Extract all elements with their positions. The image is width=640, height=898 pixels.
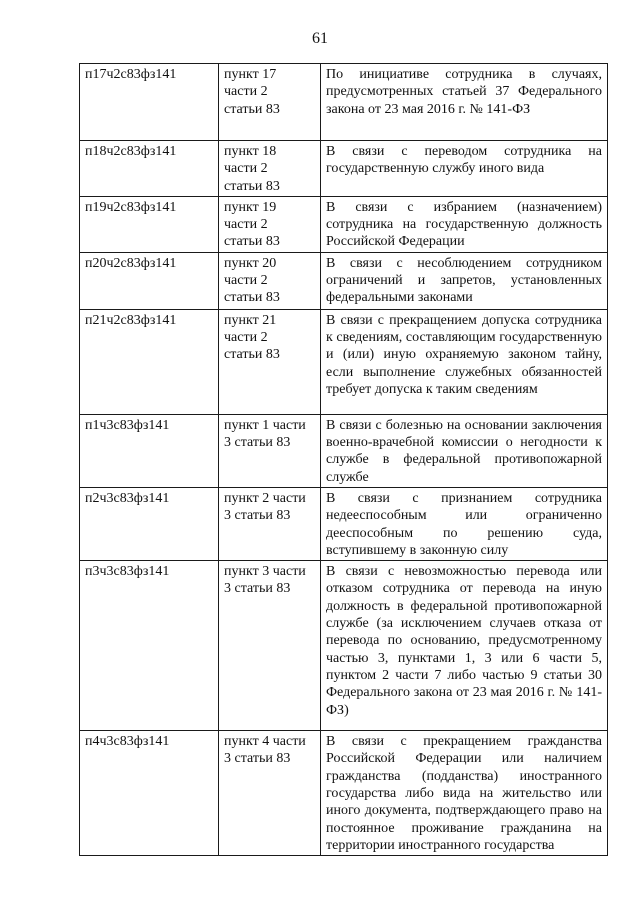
page-number: 61: [312, 30, 328, 47]
code-cell: п2ч3с83фз141: [80, 487, 219, 560]
table-row: [80, 64, 608, 141]
description-cell: В связи с избранием (назначением) сотрудника на государственную должность Российской Федерации: [321, 196, 608, 252]
point-cell: пункт 20 части 2 статьи 83: [219, 252, 321, 309]
description-cell: В связи с прекращением гражданства Российской Федерации или наличием гражданства (подданства) иностранного государства либо вида на жительство или иного документа, подтверждающего право на постоянное проживание гражданина на территории иностранного государства: [321, 731, 608, 856]
description-cell: По инициативе сотрудника в случаях, предусмотренных статьей 37 Федерального закона от 23 мая 2016 г. № 141-ФЗ: [321, 64, 608, 141]
table-row: [80, 196, 608, 252]
table-row: [80, 487, 608, 560]
description-cell: В связи с признанием сотрудника недееспособным или ограниченно дееспособным по решению суда, вступившему в законную силу: [321, 487, 608, 560]
code-cell: п1ч3с83фз141: [80, 414, 219, 487]
description-cell: В связи с болезнью на основании заключения военно-врачебной комиссии о негодности к службе в федеральной противопожарной службе: [321, 414, 608, 487]
point-cell: пункт 4 части 3 статьи 83: [219, 731, 321, 856]
code-cell: п17ч2с83фз141: [80, 64, 219, 141]
code-cell: п19ч2с83фз141: [80, 196, 219, 252]
table-body: [80, 64, 608, 856]
point-cell: пункт 1 части 3 статьи 83: [219, 414, 321, 487]
code-cell: п20ч2с83фз141: [80, 252, 219, 309]
description-cell: В связи с прекращением допуска сотрудника к сведениям, составляющим государственную и (или) иную охраняемую законом тайну, если выполнение служебных обязанностей требует допуска к таким сведениям: [321, 309, 608, 414]
code-cell: п4ч3с83фз141: [80, 731, 219, 856]
table-row: [80, 141, 608, 197]
point-cell: пункт 19 части 2 статьи 83: [219, 196, 321, 252]
table-row: [80, 309, 608, 414]
table-row: [80, 252, 608, 309]
point-cell: пункт 2 части 3 статьи 83: [219, 487, 321, 560]
description-cell: В связи с невозможностью перевода или отказом сотрудника от перевода на иную должность в федеральной противопожарной службе (за исключением случаев отказа от перевода по основанию, предусмотренному частью 3, пунктами 1, 3 или 6 части 5, пунктом 2 части 7 либо частью 9 статьи 30 Федерального закона от 23 мая 2016 г. № 141-ФЗ): [321, 561, 608, 731]
table-row: [80, 414, 608, 487]
dismissal-grounds-table: [79, 63, 608, 856]
description-cell: В связи с несоблюдением сотрудником ограничений и запретов, установленных федеральными законами: [321, 252, 608, 309]
code-cell: п18ч2с83фз141: [80, 141, 219, 197]
table-row: [80, 731, 608, 856]
point-cell: пункт 21 части 2 статьи 83: [219, 309, 321, 414]
point-cell: пункт 17 части 2 статьи 83: [219, 64, 321, 141]
table-row: [80, 561, 608, 731]
code-cell: п21ч2с83фз141: [80, 309, 219, 414]
point-cell: пункт 3 части 3 статьи 83: [219, 561, 321, 731]
code-cell: п3ч3с83фз141: [80, 561, 219, 731]
point-cell: пункт 18 части 2 статьи 83: [219, 141, 321, 197]
description-cell: В связи с переводом сотрудника на государственную службу иного вида: [321, 141, 608, 197]
